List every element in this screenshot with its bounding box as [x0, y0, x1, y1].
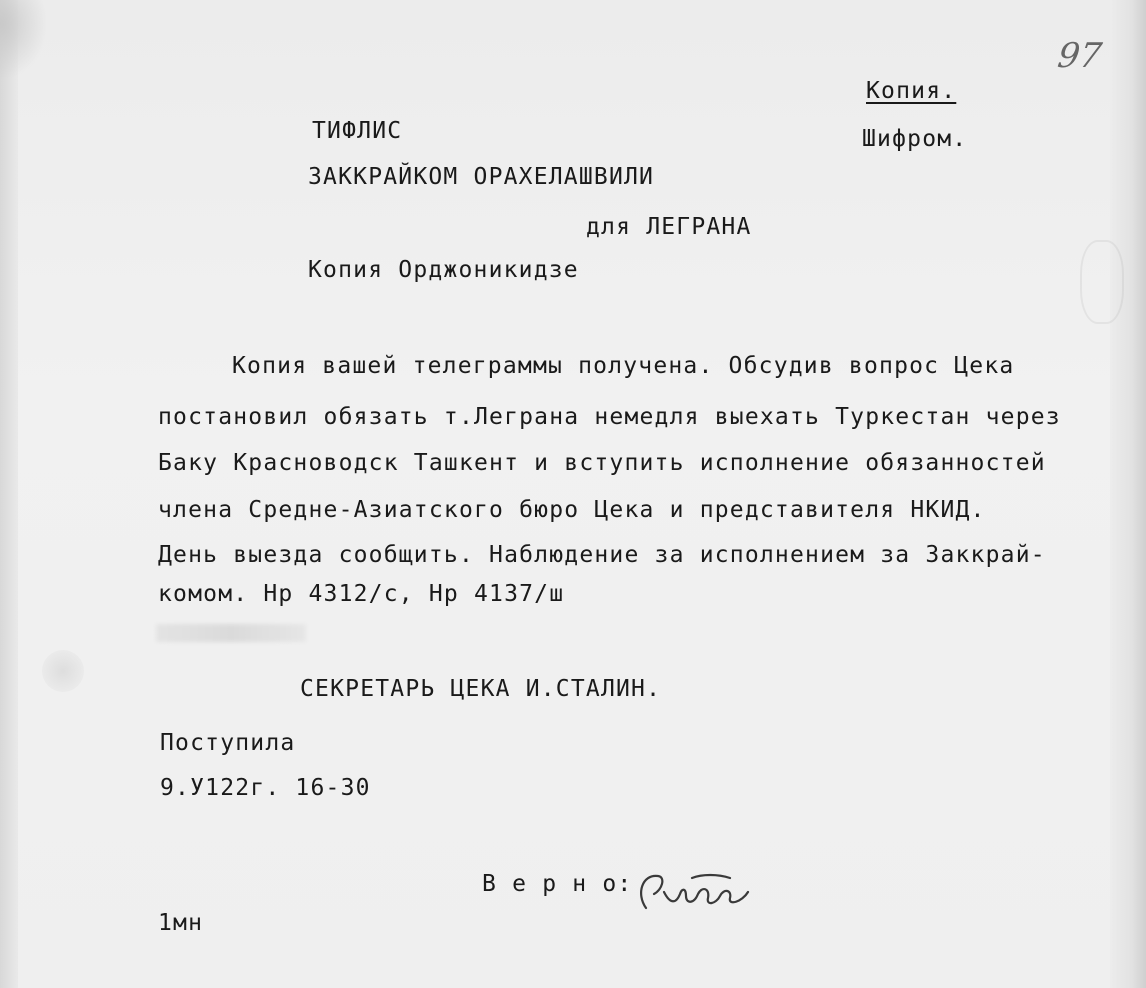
scan-right-edge [1110, 0, 1146, 988]
body-line: День выезда сообщить. Наблюдение за исполнением за Заккрай- [158, 542, 1046, 568]
erased-text-smudge [156, 624, 306, 642]
paper-stain [42, 650, 84, 692]
body-line: комом. Нр 4312/с, Нр 4137/ш [158, 581, 565, 607]
verified-label: В е р н о: [482, 871, 633, 897]
body-line: Баку Красноводск Ташкент и вступить исполнение обязанностей [158, 450, 1046, 476]
paper-bleedthrough [1080, 240, 1124, 324]
city-line: ТИФЛИС [312, 118, 403, 144]
body-line: постановил обязать т.Леграна немедля выехать Туркестан через [158, 404, 1061, 430]
received-label: Поступила [160, 730, 296, 756]
footer-code: 1мн [158, 910, 204, 936]
for-whom-line: для ЛЕГРАНА [586, 214, 752, 240]
body-line: члена Средне-Азиатского бюро Цека и представителя НКИД. [158, 497, 986, 523]
signature-line: СЕКРЕТАРЬ ЦЕКА И.СТАЛИН. [300, 676, 662, 702]
folio-number: 97 [1055, 36, 1105, 76]
copy-label: Копия. [866, 78, 957, 104]
paper-corner-shadow [0, 0, 48, 80]
recipient-line: ЗАККРАЙКОМ ОРАХЕЛАШВИЛИ [308, 164, 655, 190]
handwritten-signature [632, 864, 772, 924]
copy-to-line: Копия Орджоникидзе [308, 257, 579, 283]
cipher-label: Шифром. [862, 126, 968, 152]
received-datetime: 9.У122г. 16-30 [160, 775, 371, 801]
body-line: Копия вашей телеграммы получена. Обсудив вопрос Цека [232, 353, 1015, 379]
scan-left-edge [0, 0, 18, 988]
